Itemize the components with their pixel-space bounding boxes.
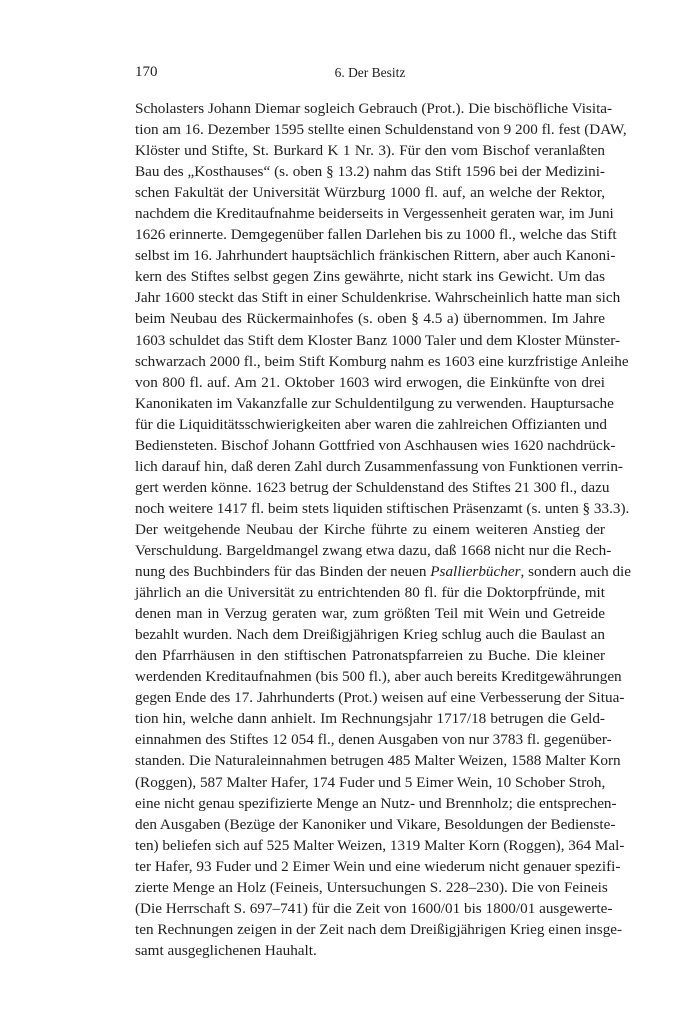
text-segment: nung des Buchbinders für das Binden der neuen [135,563,431,581]
text-line: von 800 fl. auf. Am 21. Oktober 1603 wird erwogen, die Einkünfte von drei [135,373,605,391]
text-line: (Roggen), 587 Malter Hafer, 174 Fuder und 5 Eimer Wein, 10 Schober Stroh, [135,773,606,791]
text-line: ter Hafer, 93 Fuder und 2 Eimer Wein und eine wiederum nicht genauer spezifi- [135,857,621,875]
text-line: kern des Stiftes selbst gegen Zins gewährte, nicht stark ins Gewicht. Um das [135,268,605,286]
text-segment: , sondern auch die [520,563,632,581]
text-line: lich darauf hin, daß deren Zahl durch Zusammenfassung von Funktionen verrin- [135,457,623,475]
text-line: ten Rechnungen zeigen in der Zeit nach dem Dreißigjährigen Krieg einen insge- [135,920,623,938]
text-line: Bediensteten. Bischof Johann Gottfried von Aschhausen wies 1620 nachdrück- [135,436,616,454]
text-line: samt ausgeglichenen Hauhalt. [135,941,317,959]
text-line: den Pfarrhäusen in den stiftischen Patronatspfarreien zu Buche. Die kleiner [135,647,605,665]
text-line: noch weitere 1417 fl. beim stets liquiden stiftischen Präsenzamt (s. unten § 33.3). [135,499,630,517]
body-text [135,98,632,961]
text-line: ten) beliefen sich auf 525 Malter Weizen, 1319 Malter Korn (Roggen), 364 Mal- [135,836,625,854]
text-line: denen man in Verzug geraten war, zum größten Teil mit Wein und Getreide [135,605,605,623]
text-line: nachdem die Kreditaufnahme beiderseits in Vergessenheit geraten war, im Juni [135,205,614,223]
text-line: 1626 erinnerte. Demgegenüber fallen Darlehen bis zu 1000 fl., welche das Stift [135,226,617,244]
text-line: schen Fakultät der Universität Würzburg 1000 fl. auf, an welche der Rektor, [135,184,605,202]
running-head: 6. Der Besitz [334,65,406,80]
text-line: Jahr 1600 steckt das Stift in einer Schuldenkrise. Wahrscheinlich hatte man sich [135,289,621,307]
text-line: Bau des „Kosthauses“ (s. oben § 13.2) nahm das Stift 1596 bei der Medizini- [135,163,605,181]
text-line: gegen Ende des 17. Jahrhunderts (Prot.) weisen auf eine Verbesserung der Situa- [135,689,625,707]
text-line: Klöster und Stifte, St. Burkard K 1 Nr. 3). Für den vom Bischof veranlaßten [135,142,605,160]
text-line: Der weitgehende Neubau der Kirche führte zu einem weiteren Anstieg der [135,520,605,538]
text-line: (Die Herrschaft S. 697–741) für die Zeit von 1600/01 bis 1800/01 ausgewerte- [135,899,613,917]
text-line: schwarzach 2000 fl., beim Stift Komburg nahm es 1603 eine kurzfristige Anleihe [135,352,629,370]
italic-title: Psallierbücher [430,563,521,581]
text-line: für die Liquiditätsschwierigkeiten aber waren die zahlreichen Offizianten und [135,415,608,433]
text-line: standen. Die Naturaleinnahmen betrugen 485 Malter Weizen, 1588 Malter Korn [135,752,621,770]
text-line: bezahlt wurden. Nach dem Dreißigjährigen Krieg schlug auch die Baulast an [135,626,605,644]
text-line: Kanonikaten im Vakanzfalle zur Schuldentilgung zu verwenden. Hauptursache [135,394,614,412]
page-header [135,64,605,84]
text-line: tion hin, welche dann anhielt. Im Rechnungsjahr 1717/18 betrugen die Geld- [135,710,605,728]
page-number: 170 [135,64,158,80]
text-line: beim Neubau des Rückermainhofes (s. oben § 4.5 a) übernommen. Im Jahre [135,310,605,328]
text-line: selbst im 16. Jahrhundert hauptsächlich fränkischen Rittern, aber auch Kanoni- [135,247,616,265]
text-line: Verschuldung. Bargeldmangel zwang etwa dazu, daß 1668 nicht nur die Rech- [135,541,612,559]
text-line: werdenden Kreditaufnahmen (bis 500 fl.), aber auch bereits Kreditgewährungen [135,668,622,686]
text-line: den Ausgaben (Bezüge der Kanoniker und Vikare, Besoldungen der Bedienste- [135,815,616,833]
text-line: 1603 schuldet das Stift dem Kloster Banz 1000 Taler und dem Kloster Münster- [135,331,621,349]
text-line: einnahmen des Stiftes 12 054 fl., denen Ausgaben von nur 3783 fl. gegenüber- [135,731,612,749]
text-line: gert werden könne. 1623 betrug der Schuldenstand des Stiftes 21 300 fl., dazu [135,478,610,496]
text-line: eine nicht genau spezifizierte Menge an Nutz- und Brennholz; die entsprechen- [135,794,617,812]
text-line: zierte Menge an Holz (Feineis, Untersuchungen S. 228–230). Die von Feineis [135,878,608,896]
text-line [135,561,632,582]
text-line: Scholasters Johann Diemar sogleich Gebrauch (Prot.). Die bischöfliche Visita- [135,100,613,117]
text-line: tion am 16. Dezember 1595 stellte einen Schuldenstand von 9 200 fl. fest (DAW, [135,121,627,139]
text-line: jährlich an die Universität zu entrichtenden 80 fl. für die Doktorpfründe, mit [135,584,605,602]
